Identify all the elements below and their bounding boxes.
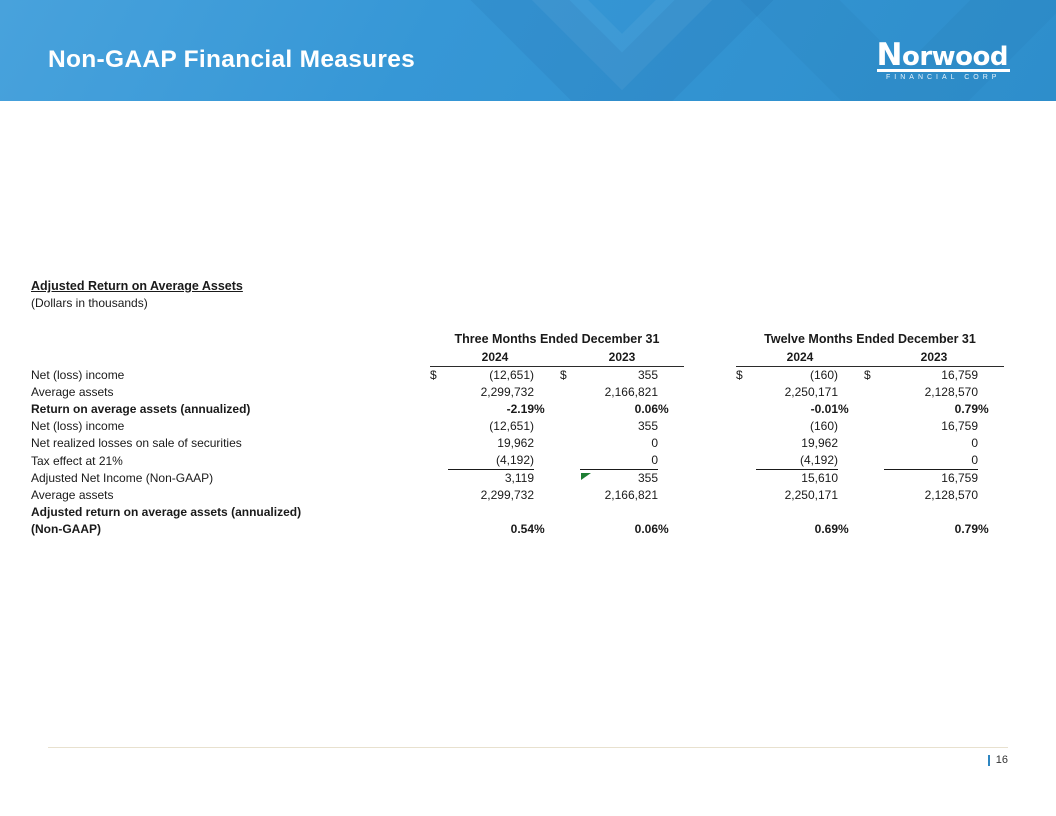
logo-wordmark: Norwood	[876, 37, 1008, 73]
value-cell: 0.06	[634, 522, 658, 536]
row-label: Tax effect at 21%	[31, 453, 123, 468]
value-cell: 0.06	[634, 402, 658, 416]
section-subheading: (Dollars in thousands)	[31, 296, 148, 310]
value-cell: (160)	[809, 419, 838, 433]
table-year-header-row	[31, 348, 1004, 367]
row-label: Return on average assets (annualized)	[31, 402, 251, 416]
value-cell: 19,962	[497, 436, 534, 450]
value-cell: 355	[637, 419, 658, 433]
dollar-sign: $	[864, 368, 871, 382]
page-number	[988, 754, 1008, 766]
dollar-sign: $	[560, 368, 567, 382]
table-group-header-row	[31, 330, 1004, 348]
group-header-twelve-months: Twelve Months Ended December 31	[764, 332, 976, 346]
table-row	[31, 401, 1004, 418]
value-cell: 16,759	[941, 471, 978, 485]
percent-sign: %	[978, 522, 989, 536]
value-cell: 2,299,732	[480, 385, 534, 399]
value-cell: (4,192)	[756, 452, 838, 470]
table-row	[31, 487, 1004, 504]
value-cell: 0	[580, 452, 658, 470]
percent-sign: %	[658, 522, 669, 536]
value-cell: 2,166,821	[604, 385, 658, 399]
value-cell: 0	[884, 452, 978, 470]
table-row	[31, 418, 1004, 435]
percent-sign: %	[838, 522, 849, 536]
value-cell: 2,250,171	[784, 385, 838, 399]
value-cell: 15,610	[801, 471, 838, 485]
value-cell: (4,192)	[448, 452, 534, 470]
table-row	[31, 521, 1004, 538]
value-cell: 0	[971, 436, 978, 450]
footer-divider	[48, 747, 1008, 748]
year-header: 2024	[430, 348, 560, 367]
slide-header-band	[0, 0, 1056, 101]
page-number-separator-bar	[988, 755, 990, 766]
logo-subtitle: FINANCIAL CORP	[886, 74, 1001, 81]
row-label: Net (loss) income	[31, 419, 125, 433]
year-header: 2023	[560, 348, 684, 367]
percent-sign: %	[534, 522, 545, 536]
percent-sign: %	[838, 402, 849, 416]
value-cell: 0.79	[954, 402, 978, 416]
row-label: Average assets	[31, 385, 114, 399]
page-number-value: 16	[995, 754, 1008, 766]
comment-marker-icon	[581, 473, 591, 480]
value-cell: (160)	[809, 368, 838, 382]
section-heading: Adjusted Return on Average Assets	[31, 279, 243, 293]
dollar-sign: $	[736, 368, 743, 382]
value-cell: 19,962	[801, 436, 838, 450]
value-cell: -0.01	[810, 402, 838, 416]
table-row	[31, 452, 1004, 470]
value-cell: 0.54	[510, 522, 534, 536]
value-cell: 0.69	[814, 522, 838, 536]
table-row	[31, 367, 1004, 385]
group-header-three-months: Three Months Ended December 31	[454, 332, 660, 346]
row-label: Average assets	[31, 488, 114, 502]
norwood-logo	[876, 37, 1011, 81]
row-label: Net (loss) income	[31, 368, 125, 382]
percent-sign: %	[658, 402, 669, 416]
value-cell: -2.19	[506, 402, 534, 416]
value-cell: (12,651)	[489, 419, 534, 433]
value-cell: 2,299,732	[480, 488, 534, 502]
year-header: 2023	[864, 348, 1004, 367]
value-cell: 2,166,821	[604, 488, 658, 502]
value-cell: 355	[580, 470, 658, 488]
value-cell: 2,250,171	[784, 488, 838, 502]
percent-sign: %	[534, 402, 545, 416]
row-label: Adjusted Net Income (Non-GAAP)	[31, 471, 214, 485]
row-label: (Non-GAAP)	[31, 522, 101, 536]
value-cell: 16,759	[941, 368, 978, 382]
row-label: Net realized losses on sale of securities	[31, 436, 242, 450]
table-row	[31, 435, 1004, 452]
percent-sign: %	[978, 402, 989, 416]
value-cell: (12,651)	[489, 368, 534, 382]
year-header: 2024	[736, 348, 864, 367]
table-row	[31, 384, 1004, 401]
page-title: Non-GAAP Financial Measures	[48, 46, 416, 73]
value-cell: 2,128,570	[924, 385, 978, 399]
dollar-sign: $	[430, 368, 437, 382]
table-row	[31, 470, 1004, 488]
value-cell: 16,759	[941, 419, 978, 433]
value-cell: 3,119	[504, 471, 534, 485]
value-cell: 355	[637, 368, 658, 382]
row-label: Adjusted return on average assets (annualized)	[31, 505, 302, 519]
value-cell: 0.79	[954, 522, 978, 536]
table-row	[31, 504, 1004, 521]
value-cell: 2,128,570	[924, 488, 978, 502]
financial-table	[31, 330, 1004, 538]
value-cell: 0	[651, 436, 658, 450]
